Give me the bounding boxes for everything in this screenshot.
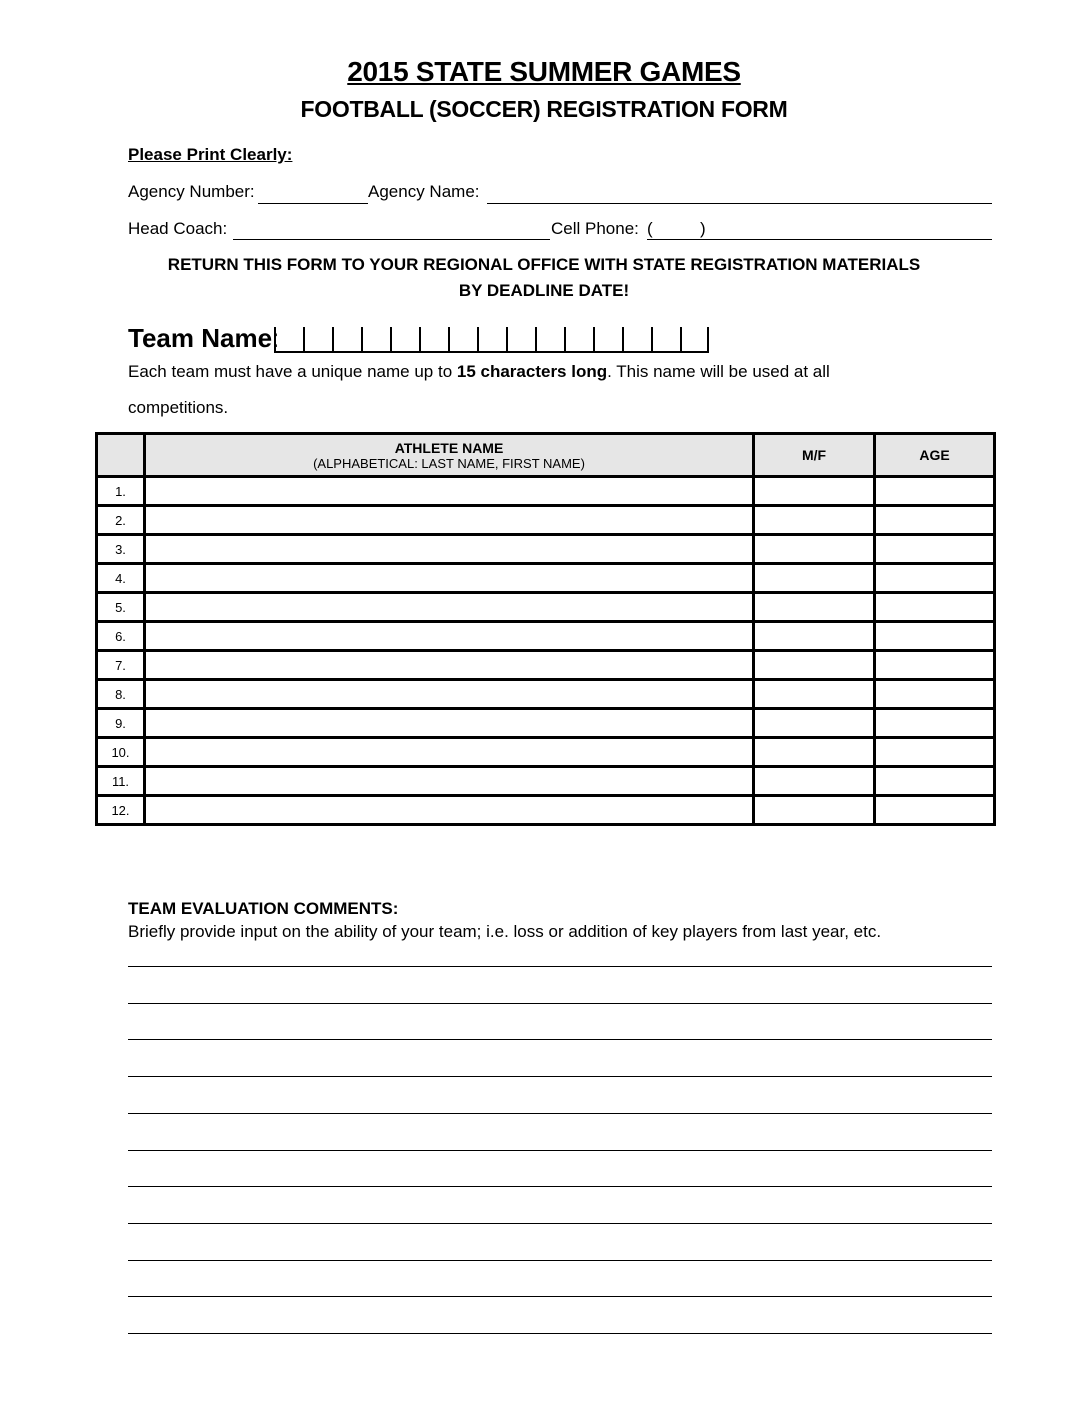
instruction-part2: . This name will be used at all: [607, 362, 830, 381]
table-row: [97, 506, 995, 535]
athlete-name-cell[interactable]: [145, 796, 754, 825]
form-title: 2015 STATE SUMMER GAMES: [347, 56, 741, 87]
mf-cell[interactable]: [754, 506, 875, 535]
age-column-header: AGE: [875, 434, 995, 477]
row-number: 4.: [97, 564, 145, 593]
comment-line[interactable]: [128, 1039, 992, 1040]
row-number: 5.: [97, 593, 145, 622]
team-name-char-box[interactable]: [564, 327, 593, 353]
row-number: 2.: [97, 506, 145, 535]
mf-cell[interactable]: [754, 477, 875, 506]
row-number: 9.: [97, 709, 145, 738]
table-header-row: [97, 434, 995, 477]
cell-phone-field[interactable]: [647, 239, 992, 240]
row-number: 11.: [97, 767, 145, 796]
age-cell[interactable]: [875, 506, 995, 535]
comment-line[interactable]: [128, 1003, 992, 1004]
table-row: [97, 477, 995, 506]
team-name-char-box[interactable]: [651, 327, 680, 353]
comment-line[interactable]: [128, 1260, 992, 1261]
table-row: [97, 651, 995, 680]
print-clearly-label: Please Print Clearly:: [128, 145, 293, 164]
age-cell[interactable]: [875, 738, 995, 767]
phone-area-close: ): [700, 219, 706, 238]
team-name-char-box[interactable]: [361, 327, 390, 353]
team-name-label: [128, 323, 279, 354]
team-name-text: Team Name: [128, 323, 273, 353]
comment-line[interactable]: [128, 1296, 992, 1297]
row-number: 3.: [97, 535, 145, 564]
table-row: [97, 796, 995, 825]
agency-number-field[interactable]: [258, 203, 368, 204]
comments-instruction: Briefly provide input on the ability of your team; i.e. loss or addition of key players from last year, etc.: [128, 922, 882, 941]
age-cell[interactable]: [875, 535, 995, 564]
comment-line[interactable]: [128, 1333, 992, 1334]
mf-cell[interactable]: [754, 709, 875, 738]
athlete-name-subheader: (ALPHABETICAL: LAST NAME, FIRST NAME): [313, 455, 585, 471]
mf-cell[interactable]: [754, 767, 875, 796]
athlete-name-cell[interactable]: [145, 477, 754, 506]
team-name-char-box[interactable]: [303, 327, 332, 353]
table-row: [97, 709, 995, 738]
number-column-header: [97, 434, 145, 477]
age-cell[interactable]: [875, 767, 995, 796]
head-coach-label: Head Coach:: [128, 219, 228, 238]
athlete-name-cell[interactable]: [145, 767, 754, 796]
comment-line[interactable]: [128, 1113, 992, 1114]
roster-body: [97, 477, 995, 825]
mf-cell[interactable]: [754, 535, 875, 564]
head-coach-field[interactable]: [233, 239, 550, 240]
team-name-char-box[interactable]: [477, 327, 506, 353]
mf-cell[interactable]: [754, 593, 875, 622]
team-name-char-box[interactable]: [419, 327, 448, 353]
age-cell[interactable]: [875, 796, 995, 825]
athlete-name-cell[interactable]: [145, 564, 754, 593]
table-row: [97, 622, 995, 651]
mf-cell[interactable]: [754, 622, 875, 651]
table-row: [97, 564, 995, 593]
row-number: 12.: [97, 796, 145, 825]
team-name-char-box[interactable]: [332, 327, 361, 353]
athlete-name-cell[interactable]: [145, 651, 754, 680]
athlete-name-cell[interactable]: [145, 622, 754, 651]
agency-name-label: Agency Name:: [368, 182, 480, 201]
table-row: [97, 767, 995, 796]
comments-heading: TEAM EVALUATION COMMENTS:: [128, 899, 399, 918]
comment-line[interactable]: [128, 1223, 992, 1224]
table-row: [97, 593, 995, 622]
team-name-char-box[interactable]: [622, 327, 651, 353]
instruction-part1: Each team must have a unique name up to: [128, 362, 457, 381]
return-instruction-line1: RETURN THIS FORM TO YOUR REGIONAL OFFICE WITH STATE REGISTRATION MATERIALS: [167, 255, 921, 274]
comment-line[interactable]: [128, 966, 992, 967]
team-name-char-box[interactable]: [506, 327, 535, 353]
row-number: 8.: [97, 680, 145, 709]
agency-number-label: Agency Number:: [128, 182, 255, 201]
comment-line[interactable]: [128, 1186, 992, 1187]
athlete-name-column-header: [145, 434, 754, 477]
athlete-name-cell[interactable]: [145, 709, 754, 738]
athlete-name-cell[interactable]: [145, 738, 754, 767]
team-name-character-boxes[interactable]: [274, 327, 709, 355]
row-number: 6.: [97, 622, 145, 651]
mf-cell[interactable]: [754, 796, 875, 825]
table-row: [97, 680, 995, 709]
comment-line[interactable]: [128, 1150, 992, 1151]
age-cell[interactable]: [875, 709, 995, 738]
row-number: 10.: [97, 738, 145, 767]
form-subtitle: FOOTBALL (SOCCER) REGISTRATION FORM: [300, 96, 788, 122]
team-name-char-box[interactable]: [593, 327, 622, 353]
athlete-name-cell[interactable]: [145, 680, 754, 709]
age-cell[interactable]: [875, 622, 995, 651]
table-row: [97, 535, 995, 564]
mf-column-header: M/F: [754, 434, 875, 477]
agency-name-field[interactable]: [487, 203, 992, 204]
age-cell[interactable]: [875, 593, 995, 622]
cell-phone-label: Cell Phone:: [551, 219, 639, 238]
athlete-name-header: ATHLETE NAME: [394, 439, 504, 456]
team-name-instruction: [128, 362, 830, 382]
return-instruction-line2: BY DEADLINE DATE!: [458, 281, 630, 300]
comment-line[interactable]: [128, 1076, 992, 1077]
age-cell[interactable]: [875, 680, 995, 709]
team-name-char-box[interactable]: [535, 327, 564, 353]
mf-cell[interactable]: [754, 738, 875, 767]
age-cell[interactable]: [875, 477, 995, 506]
instruction-bold: 15 characters long: [456, 362, 608, 381]
athlete-roster-table: [95, 432, 996, 826]
team-name-colon: :: [272, 323, 280, 353]
row-number: 7.: [97, 651, 145, 680]
athlete-name-cell[interactable]: [145, 593, 754, 622]
mf-cell[interactable]: [754, 651, 875, 680]
mf-cell[interactable]: [754, 564, 875, 593]
age-cell[interactable]: [875, 651, 995, 680]
team-name-char-box[interactable]: [390, 327, 419, 353]
team-name-char-box[interactable]: [448, 327, 477, 353]
team-name-char-box[interactable]: [680, 327, 709, 353]
team-name-char-box[interactable]: [274, 327, 303, 353]
age-cell[interactable]: [875, 564, 995, 593]
mf-cell[interactable]: [754, 680, 875, 709]
row-number: 1.: [97, 477, 145, 506]
athlete-name-cell[interactable]: [145, 506, 754, 535]
phone-area-open: (: [647, 219, 653, 238]
athlete-name-cell[interactable]: [145, 535, 754, 564]
team-name-instruction-line2: competitions.: [128, 398, 229, 417]
table-row: [97, 738, 995, 767]
